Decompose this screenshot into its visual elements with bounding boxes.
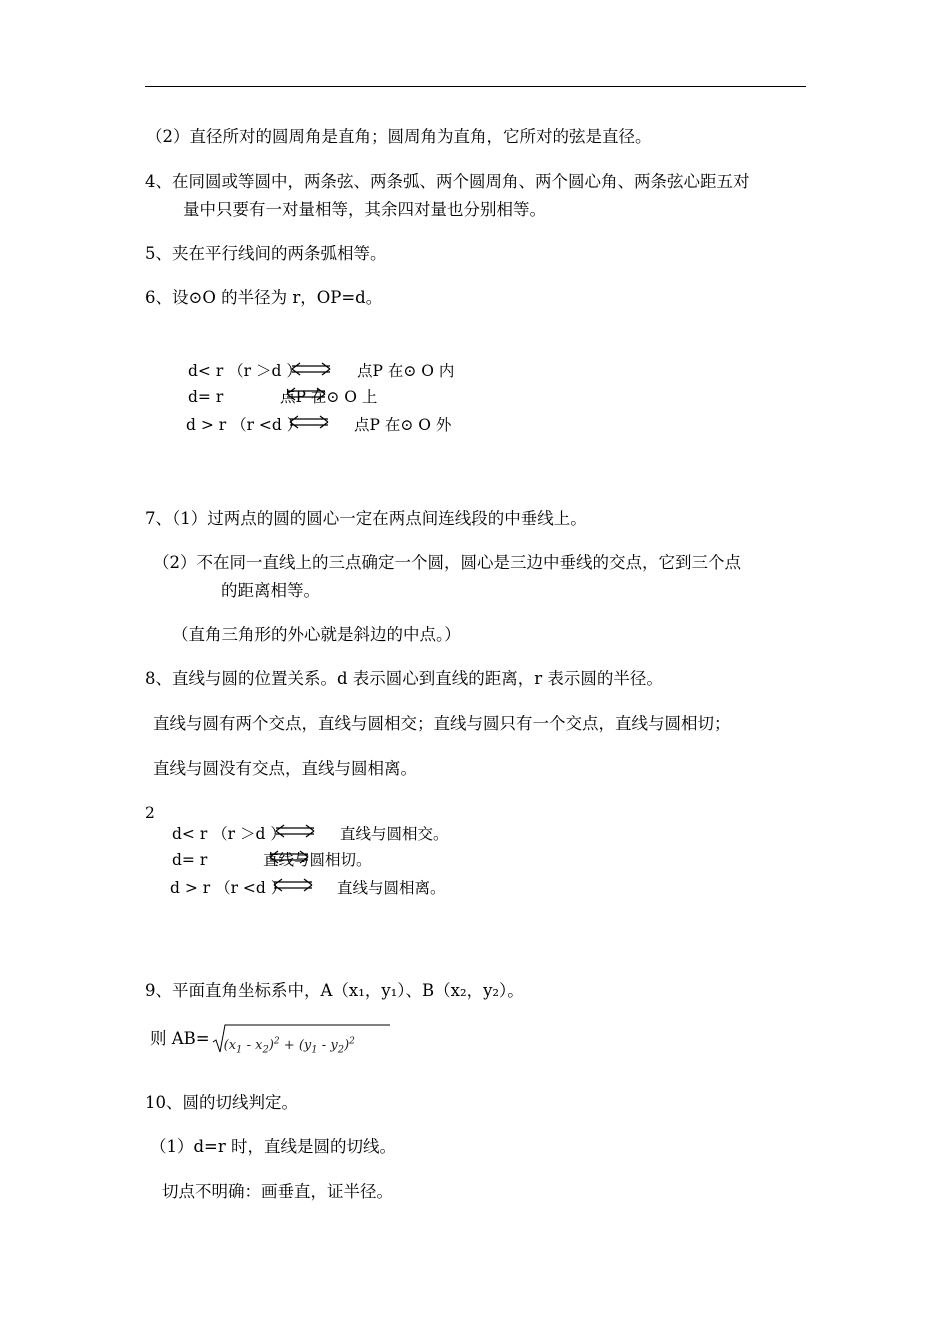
text-line-note: （直角三角形的外心就是斜边的中点。） <box>172 625 461 644</box>
text-line-8-relations: 直线与圆有两个交点，直线与圆相交；直线与圆只有一个交点，直线与圆相切； <box>153 714 731 733</box>
text-line-8: 8、直线与圆的位置关系。d 表示圆心到直线的距离，r 表示圆的半径。 <box>145 669 663 688</box>
equivalence-arrow-icon <box>290 361 332 377</box>
text-line-10-1: （1）d=r 时，直线是圆的切线。 <box>150 1137 397 1156</box>
text-line-6: 6、设⊙O 的半径为 r，OP=d。 <box>145 288 383 307</box>
header-rule <box>145 86 806 87</box>
line-tangent-condition: d= r <box>172 851 208 869</box>
formula-x2: x <box>255 1038 263 1054</box>
point-on-result: 点P 在⊙ O 上 <box>280 388 378 406</box>
formula-y2: y <box>330 1038 338 1054</box>
text-line-8-separate: 直线与圆没有交点，直线与圆相离。 <box>153 759 417 778</box>
text-line-9: 9、平面直角坐标系中，A（x₁，y₁）、B（x₂，y₂）。 <box>145 981 524 1000</box>
text-line-7-2a: （2）不在同一直线上的三点确定一个圆，圆心是三边中垂线的交点，它到三个点 <box>153 553 741 572</box>
formula-y1: y <box>303 1038 312 1054</box>
text-line-7: 7、（1）过两点的圆的圆心一定在两点间连线段的中垂线上。 <box>145 509 587 528</box>
text-line-10: 10、圆的切线判定。 <box>145 1093 298 1112</box>
line-tangent-result: 直线与圆相切。 <box>263 851 372 869</box>
stray-number: 2 <box>145 804 155 822</box>
text-line-diameter: （2）直径所对的圆周角是直角；圆周角为直角，它所对的弦是直径。 <box>146 127 652 146</box>
point-on-condition: d= r <box>188 388 224 406</box>
formula-x1: x <box>228 1038 237 1054</box>
line-intersect-condition: d< r （r ＞d ） <box>172 825 286 843</box>
distance-formula-prefix: 则 AB= <box>150 1029 210 1048</box>
line-separate-condition: d > r （r <d ） <box>170 879 287 897</box>
text-line-5: 5、夹在平行线间的两条弧相等。 <box>145 244 387 263</box>
line-separate-result: 直线与圆相离。 <box>337 879 446 897</box>
point-inside-result: 点P 在⊙ O 内 <box>357 362 455 380</box>
equivalence-arrow-icon <box>272 877 314 893</box>
text-line-7-2b: 的距离相等。 <box>221 581 320 600</box>
point-inside-condition: d< r （r ＞d ） <box>188 362 302 380</box>
text-line-10-tip: 切点不明确：画垂直，证半径。 <box>162 1182 393 1201</box>
point-outside-result: 点P 在⊙ O 外 <box>354 416 452 434</box>
text-line-4b: 量中只要有一对量相等，其余四对量也分别相等。 <box>183 200 546 219</box>
distance-formula <box>150 1022 355 1056</box>
point-outside-condition: d > r （r <d ） <box>186 416 303 434</box>
line-intersect-result: 直线与圆相交。 <box>340 825 449 843</box>
square-root-expression: (x1 - x2)2 + (y1 - y2)2 <box>212 1022 355 1056</box>
text-line-4a: 4、在同圆或等圆中，两条弦、两条弧、两个圆周角、两个圆心角、两条弦心距五对 <box>145 172 750 191</box>
equivalence-arrow-icon <box>274 823 316 839</box>
equivalence-arrow-icon <box>288 414 330 430</box>
